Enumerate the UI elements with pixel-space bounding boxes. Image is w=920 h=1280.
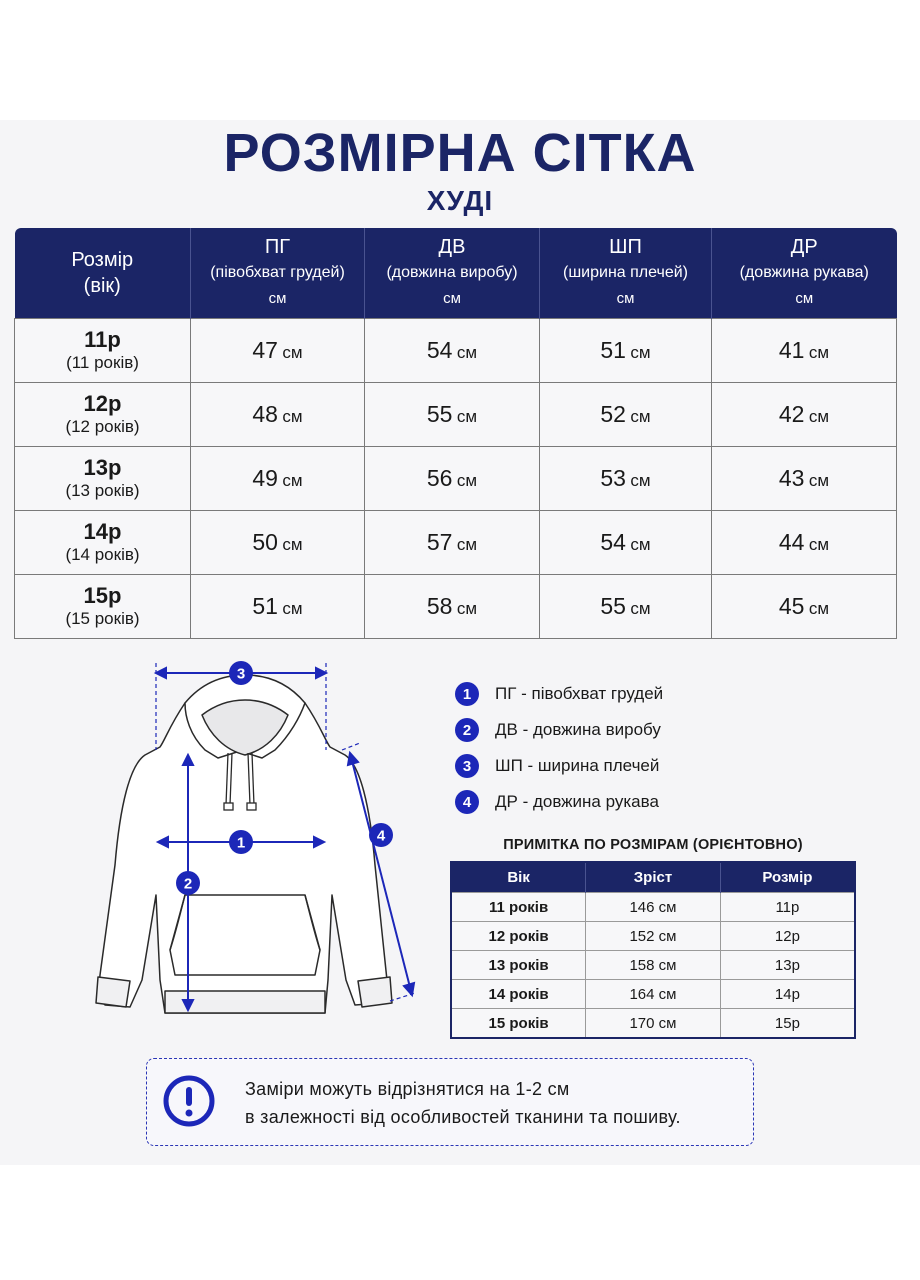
legend-text: ШП - ширина плечей bbox=[495, 756, 660, 775]
height-cell: 158 см bbox=[586, 951, 721, 980]
size-cell bbox=[15, 319, 191, 383]
size-cell: 12р bbox=[720, 922, 855, 951]
unit-label: см bbox=[630, 343, 651, 362]
shp-cell bbox=[540, 575, 712, 639]
shp-cell bbox=[540, 511, 712, 575]
header-size bbox=[15, 228, 191, 319]
size-cell bbox=[15, 511, 191, 575]
badge-3-text: 3 bbox=[236, 665, 246, 683]
size-label: 13р bbox=[83, 454, 122, 480]
legend-number-icon: 2 bbox=[455, 718, 479, 742]
unit-label: см bbox=[630, 535, 651, 554]
age-label: (12 років) bbox=[65, 416, 140, 436]
pg-value: 48 bbox=[252, 401, 278, 427]
header-dv-label: ДВ bbox=[438, 236, 466, 258]
age-label: (14 років) bbox=[65, 544, 140, 564]
measurement-legend bbox=[455, 676, 815, 820]
unit-label: см bbox=[282, 343, 303, 362]
size-cell bbox=[15, 447, 191, 511]
dr-value: 42 bbox=[778, 401, 805, 427]
size-label: 11р bbox=[84, 326, 121, 352]
dr-cell bbox=[712, 319, 897, 383]
unit-label: см bbox=[630, 407, 651, 426]
unit-label: см bbox=[630, 599, 651, 618]
header-shp-label: ШП bbox=[609, 236, 642, 258]
header-dr bbox=[712, 228, 897, 319]
legend-item bbox=[455, 676, 815, 712]
age-label: (13 років) bbox=[65, 480, 140, 500]
header-shp-unit: см bbox=[616, 290, 635, 307]
age-cell: 14 років bbox=[451, 980, 586, 1009]
shp-value: 54 bbox=[600, 529, 626, 555]
legend-text: ДВ - довжина виробу bbox=[495, 720, 661, 739]
height-cell: 152 см bbox=[586, 922, 721, 951]
dr-value: 41 bbox=[778, 337, 805, 363]
dr-cell bbox=[712, 575, 897, 639]
size-label: 12р bbox=[83, 390, 122, 416]
age-table-header bbox=[451, 862, 855, 893]
badge-1-text: 1 bbox=[236, 834, 246, 852]
dr-value: 44 bbox=[778, 529, 805, 555]
header-dv-desc: (довжина виробу) bbox=[386, 264, 518, 281]
table-row bbox=[15, 383, 897, 447]
unit-label: см bbox=[456, 599, 478, 618]
size-cell bbox=[15, 575, 191, 639]
pg-cell bbox=[191, 447, 365, 511]
legend-text: ПГ - півобхват грудей bbox=[495, 684, 664, 703]
age-cell: 13 років bbox=[451, 951, 586, 980]
height-cell: 170 см bbox=[586, 1009, 721, 1039]
pg-cell bbox=[191, 319, 365, 383]
dv-cell bbox=[365, 447, 540, 511]
shp-cell bbox=[540, 383, 712, 447]
table-row bbox=[451, 951, 855, 980]
unit-label: см bbox=[630, 471, 651, 490]
age-height-table bbox=[450, 861, 856, 1039]
dr-cell bbox=[712, 447, 897, 511]
header-dv bbox=[365, 228, 540, 319]
badge-4-text: 4 bbox=[376, 827, 386, 845]
legend-number-icon: 3 bbox=[455, 754, 479, 778]
header-shp bbox=[540, 228, 712, 319]
shp-value: 53 bbox=[600, 465, 626, 491]
age-label: (15 років) bbox=[65, 608, 140, 628]
header-pg-desc: (півобхват грудей) bbox=[210, 264, 345, 281]
unit-label: см bbox=[456, 407, 478, 426]
dv-value: 55 bbox=[426, 401, 453, 427]
header-pg bbox=[191, 228, 365, 319]
pg-cell bbox=[191, 511, 365, 575]
pg-cell bbox=[191, 383, 365, 447]
warning-text bbox=[245, 1075, 681, 1131]
table-row bbox=[451, 893, 855, 922]
dv-cell bbox=[365, 319, 540, 383]
shp-value: 51 bbox=[600, 337, 626, 363]
shp-value: 52 bbox=[600, 401, 626, 427]
age-cell: 12 років bbox=[451, 922, 586, 951]
unit-label: см bbox=[808, 343, 830, 362]
shp-cell bbox=[540, 319, 712, 383]
size-label: 15р bbox=[83, 582, 122, 608]
table-row bbox=[451, 922, 855, 951]
dr-cell bbox=[712, 511, 897, 575]
hoodie-diagram bbox=[90, 655, 430, 1015]
size-cell bbox=[15, 383, 191, 447]
size-cell: 14р bbox=[720, 980, 855, 1009]
header-pg-label: ПГ bbox=[264, 236, 291, 258]
legend-number-icon: 4 bbox=[455, 790, 479, 814]
table-row bbox=[451, 1009, 855, 1039]
header-dr-unit: см bbox=[795, 290, 814, 307]
unit-label: см bbox=[282, 535, 303, 554]
page-title: РОЗМІРНА СІТКА bbox=[223, 123, 697, 183]
header-dv-unit: см bbox=[443, 290, 461, 307]
dv-value: 57 bbox=[426, 529, 453, 555]
dr-value: 43 bbox=[778, 465, 805, 491]
note-title: ПРИМІТКА ПО РОЗМІРАМ (ОРІЄНТОВНО) bbox=[503, 837, 803, 853]
unit-label: см bbox=[456, 471, 478, 490]
header-shp-desc: (ширина плечей) bbox=[563, 264, 688, 281]
age-label: (11 років) bbox=[66, 352, 139, 372]
warning-line-1: Заміри можуть відрізнятися на 1-2 см bbox=[245, 1079, 570, 1099]
pg-cell bbox=[191, 575, 365, 639]
dv-cell bbox=[365, 383, 540, 447]
age-cell: 11 років bbox=[451, 893, 586, 922]
unit-label: см bbox=[808, 471, 830, 490]
unit-label: см bbox=[456, 535, 478, 554]
unit-label: см bbox=[808, 407, 830, 426]
shp-value: 55 bbox=[600, 593, 626, 619]
dr-value: 45 bbox=[778, 593, 805, 619]
table-row bbox=[15, 319, 897, 383]
unit-label: см bbox=[808, 535, 830, 554]
badge-2-text: 2 bbox=[183, 875, 193, 893]
header-size-sub: (вік) bbox=[83, 275, 121, 297]
unit-label: см bbox=[456, 343, 478, 362]
shp-cell bbox=[540, 447, 712, 511]
header-pg-unit: см bbox=[268, 290, 287, 307]
table-row bbox=[451, 980, 855, 1009]
dv-cell bbox=[365, 511, 540, 575]
table-row bbox=[15, 447, 897, 511]
header-age: Вік bbox=[451, 862, 586, 893]
header-size: Розмір bbox=[720, 862, 855, 893]
size-label: 14р bbox=[83, 518, 122, 544]
legend-item bbox=[455, 784, 815, 820]
pg-value: 47 bbox=[252, 337, 278, 363]
pg-value: 49 bbox=[252, 465, 278, 491]
warning-box bbox=[146, 1058, 754, 1146]
unit-label: см bbox=[282, 599, 303, 618]
unit-label: см bbox=[282, 471, 303, 490]
unit-label: см bbox=[808, 599, 830, 618]
page-subtitle: ХУДІ bbox=[426, 185, 494, 216]
age-cell: 15 років bbox=[451, 1009, 586, 1039]
dv-value: 56 bbox=[426, 465, 453, 491]
size-table-header bbox=[15, 228, 897, 319]
exclamation-icon bbox=[163, 1075, 215, 1127]
dv-value: 54 bbox=[426, 337, 453, 363]
legend-item bbox=[455, 748, 815, 784]
legend-number-icon: 1 bbox=[455, 682, 479, 706]
height-cell: 164 см bbox=[586, 980, 721, 1009]
size-table bbox=[14, 228, 897, 639]
unit-label: см bbox=[282, 407, 303, 426]
legend-item bbox=[455, 712, 815, 748]
header-dr-label: ДР bbox=[790, 236, 818, 258]
height-cell: 146 см bbox=[586, 893, 721, 922]
legend-text: ДР - довжина рукава bbox=[495, 792, 659, 811]
pg-value: 50 bbox=[252, 529, 278, 555]
size-cell: 11р bbox=[720, 893, 855, 922]
table-row bbox=[15, 511, 897, 575]
pg-value: 51 bbox=[252, 593, 278, 619]
warning-line-2: в залежності від особливостей тканини та пошиву. bbox=[245, 1107, 681, 1127]
dr-cell bbox=[712, 383, 897, 447]
dv-value: 58 bbox=[426, 593, 453, 619]
header-dr-desc: (довжина рукава) bbox=[739, 264, 869, 281]
header-size-label: Розмір bbox=[71, 249, 134, 271]
size-cell: 15р bbox=[720, 1009, 855, 1039]
size-cell: 13р bbox=[720, 951, 855, 980]
header-height: Зріст bbox=[586, 862, 721, 893]
dv-cell bbox=[365, 575, 540, 639]
table-row bbox=[15, 575, 897, 639]
